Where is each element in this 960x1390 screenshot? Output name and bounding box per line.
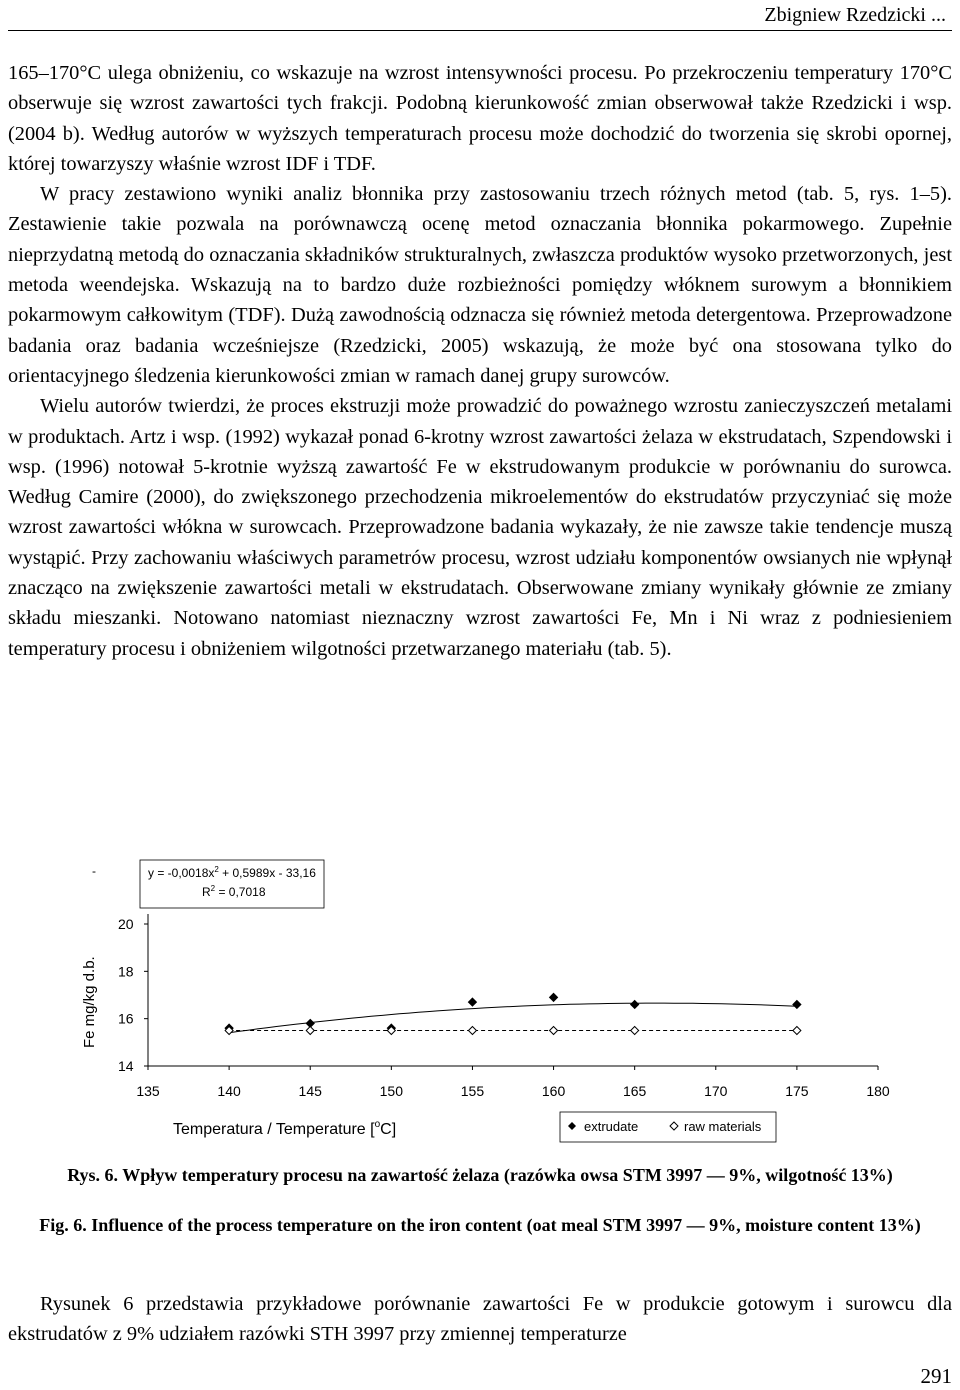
data-point-extrudate	[468, 998, 476, 1006]
running-header	[8, 0, 952, 31]
data-point-extrudate	[631, 1000, 639, 1008]
x-tick-label: 180	[866, 1083, 890, 1099]
iron-content-chart	[0, 850, 960, 1150]
legend-label-raw-materials: raw materials	[684, 1119, 762, 1134]
legend-label-extrudate: extrudate	[584, 1119, 639, 1134]
x-tick-label: 155	[460, 1083, 485, 1099]
paragraph-3: Wielu autorów twierdzi, że proces ekstruzji może prowadzić do poważnego wzrostu zanieczyszczeń metalami w produktach. Artz i wsp. (1992) wykazał ponad 6-krotny wzrost zawartości żelaza w ekstrudatach, Szpendowski i wsp. (1996) notował 5-krotnie wyższą zawartość Fe w ekstrudowanym produkcie w porównaniu do surowca. Według Camire (2000), do zwiększonego przechodzenia mikroelementów do ekstrudatów przyczyniać się może wzrost zawartości włókna w surowcach. Przeprowadzone badania wykazały, że nie zawsze takie tendencje muszą wystąpić. Przy zachowaniu właściwych parametrów procesu, wzrost udziału komponentów owsianych nie wpłynął znacząco na zwiększenie zawartości metali w ekstrudatach. Obserwowane zmiany wynikały głównie ze zmiany składu mieszanki. Notowano natomiast nieznaczny wzrost zawartości Fe, Mn i Ni wraz z podniesieniem temperatury procesu i obniżeniem wilgotności przetwarzanego materiału (tab. 5).	[8, 395, 952, 660]
stray-mark: -	[92, 864, 96, 878]
y-tick-label: 20	[118, 916, 134, 932]
x-tick-label: 170	[704, 1083, 728, 1099]
x-tick-label: 135	[136, 1083, 160, 1099]
paragraph-4: Rysunek 6 przedstawia przykładowe porównanie zawartości Fe w produkcie gotowym i surowcu dla ekstrudatów z 9% udziałem razówki STH 3997 przy zmiennej temperaturze	[8, 1293, 952, 1346]
data-point-raw-materials	[468, 1027, 476, 1035]
r-squared-value: $R^2 = 0,7018$	[202, 884, 266, 899]
y-axis-label: Fe mg/kg d.b.	[81, 956, 98, 1048]
closing-paragraph	[8, 1289, 952, 1350]
page-number: 291	[920, 1364, 952, 1388]
data-point-extrudate	[550, 993, 558, 1001]
paragraph-1: 165–170°C ulega obniżeniu, co wskazuje na wzrost intensywności procesu. Po przekroczeniu temperatury 170°C obserwuje się wzrost zawartości tych frakcji. Podobną kierunkowość zmian obserwował także Rzedzicki i wsp. (2004 b). Według autorów w wyższych temperaturach procesu może dochodzić do tworzenia się skrobi opornej, której towarzyszy właśnie wzrost IDF i TDF.	[8, 62, 952, 175]
data-point-raw-materials	[631, 1027, 639, 1035]
trendline-extrudate	[229, 1003, 797, 1033]
trendline-group	[229, 1003, 797, 1033]
data-point-raw-materials	[306, 1027, 314, 1035]
y-tick-label: 16	[118, 1010, 134, 1027]
chart-canvas	[0, 850, 960, 1150]
x-tick-label: 150	[379, 1083, 404, 1099]
x-tick-label: 165	[622, 1083, 647, 1099]
data-marks	[225, 993, 801, 1034]
data-point-extrudate	[793, 1000, 801, 1008]
data-point-raw-materials	[793, 1027, 801, 1035]
x-axis-label: Temperatura / Temperature [$^o$C]	[173, 1119, 397, 1138]
x-tick-label: 175	[785, 1083, 809, 1099]
data-point-raw-materials	[550, 1027, 558, 1035]
x-tick-label: 145	[298, 1083, 322, 1099]
x-tick-label: 160	[541, 1083, 566, 1099]
trendline-equation: $y = -0,0018x^2 + 0,5989x - 33,16$	[148, 865, 316, 880]
paragraph-2: W pracy zestawiono wyniki analiz błonnika przy zastosowaniu trzech różnych metod (tab. 5, rys. 1–5). Zestawienie takie pozwala na porównawczą ocenę metod oznaczania błonnika pokarmowego. Zupełnie nieprzydatną metodą do oznaczania składników strukturalnych, zwłaszcza produktów wysoko przetworzonych, jest metoda weendejska. Wskazują na to bardzo duże rozbieżności pomiędzy włóknem surowym a błonnikiem pokarmowym całkowitym (TDF). Dużą zawodnością odznacza się również metoda detergentowa. Przeprowadzone badania oraz badania wcześniejsze (Rzedzicki, 2005) wskazują, że może być ona stosowana tylko do orientacyjnego śledzenia kierunkowości zmian w ramach danej grupy surowców.	[8, 183, 952, 387]
running-title: Zbigniew Rzedzicki ...	[764, 4, 946, 26]
article-body	[8, 58, 952, 664]
figure-caption-english: Fig. 6. Influence of the process temperature on the iron content (oat meal STM 3997 — 9%, moisture content 13%)	[39, 1215, 921, 1235]
x-tick-label: 140	[217, 1083, 241, 1099]
y-tick-label: 18	[118, 963, 134, 980]
y-tick-label: 14	[118, 1058, 134, 1074]
figure-caption-polish: Rys. 6. Wpływ temperatury procesu na zawartość żelaza (razówka owsa STM 3997 — 9%, wilgotność 13%)	[67, 1165, 893, 1185]
